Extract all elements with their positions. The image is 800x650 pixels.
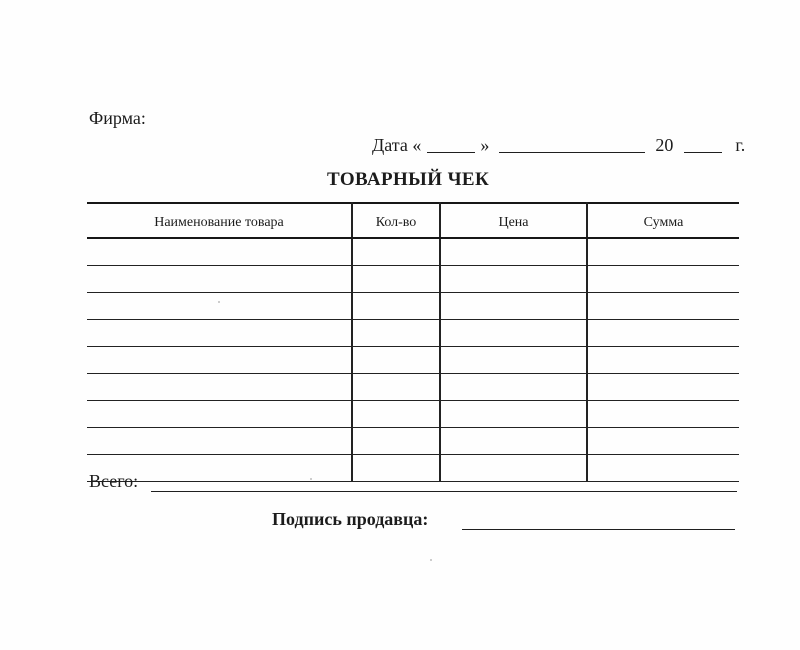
total-blank-field[interactable] — [151, 491, 737, 492]
sum-cell[interactable] — [587, 293, 739, 320]
month-blank-field[interactable] — [499, 135, 645, 153]
item-cell[interactable] — [87, 320, 352, 347]
item-cell[interactable] — [87, 266, 352, 293]
item-cell[interactable] — [87, 293, 352, 320]
price-cell[interactable] — [440, 266, 587, 293]
date-close-quote: » — [480, 135, 490, 155]
paper-speck — [430, 559, 432, 561]
items-table — [87, 202, 739, 482]
column-header-sum: Сумма — [587, 203, 739, 238]
column-header-price: Цена — [440, 203, 587, 238]
sum-cell[interactable] — [587, 347, 739, 374]
date-line — [372, 133, 745, 156]
sum-cell[interactable] — [587, 455, 739, 482]
item-cell[interactable] — [87, 374, 352, 401]
table-row — [87, 374, 739, 401]
year-suffix: г. — [735, 135, 746, 155]
table-row — [87, 428, 739, 455]
quantity-cell[interactable] — [352, 320, 440, 347]
price-cell[interactable] — [440, 293, 587, 320]
price-cell[interactable] — [440, 320, 587, 347]
item-cell[interactable] — [87, 347, 352, 374]
table-row — [87, 347, 739, 374]
price-cell[interactable] — [440, 374, 587, 401]
sum-cell[interactable] — [587, 238, 739, 266]
item-cell[interactable] — [87, 401, 352, 428]
sum-cell[interactable] — [587, 320, 739, 347]
quantity-cell[interactable] — [352, 266, 440, 293]
price-cell[interactable] — [440, 455, 587, 482]
quantity-cell[interactable] — [352, 347, 440, 374]
quantity-cell[interactable] — [352, 293, 440, 320]
price-cell[interactable] — [440, 347, 587, 374]
year-blank-field[interactable] — [684, 135, 722, 153]
price-cell[interactable] — [440, 238, 587, 266]
quantity-cell[interactable] — [352, 455, 440, 482]
table-row — [87, 238, 739, 266]
quantity-cell[interactable] — [352, 401, 440, 428]
table-row — [87, 293, 739, 320]
date-label: Дата — [372, 135, 408, 155]
sum-cell[interactable] — [587, 428, 739, 455]
quantity-cell[interactable] — [352, 374, 440, 401]
document-title: ТОВАРНЫЙ ЧЕК — [327, 169, 490, 190]
sum-cell[interactable] — [587, 401, 739, 428]
column-header-quantity: Кол-во — [352, 203, 440, 238]
price-cell[interactable] — [440, 428, 587, 455]
firm-label: Фирма: — [89, 108, 146, 128]
sum-cell[interactable] — [587, 374, 739, 401]
seller-signature-field[interactable] — [462, 529, 735, 530]
date-open-quote: « — [412, 135, 422, 155]
table-row — [87, 401, 739, 428]
price-cell[interactable] — [440, 401, 587, 428]
quantity-cell[interactable] — [352, 428, 440, 455]
quantity-cell[interactable] — [352, 238, 440, 266]
column-header-item: Наименование товара — [87, 203, 352, 238]
sum-cell[interactable] — [587, 266, 739, 293]
day-blank-field[interactable] — [427, 135, 475, 153]
seller-signature-label: Подпись продавца: — [272, 509, 429, 529]
total-label: Всего: — [89, 471, 139, 491]
table-row — [87, 320, 739, 347]
table-header-row — [87, 203, 739, 238]
item-cell[interactable] — [87, 238, 352, 266]
item-cell[interactable] — [87, 428, 352, 455]
year-prefix: 20 — [655, 135, 674, 155]
table-row — [87, 455, 739, 482]
table-row — [87, 266, 739, 293]
